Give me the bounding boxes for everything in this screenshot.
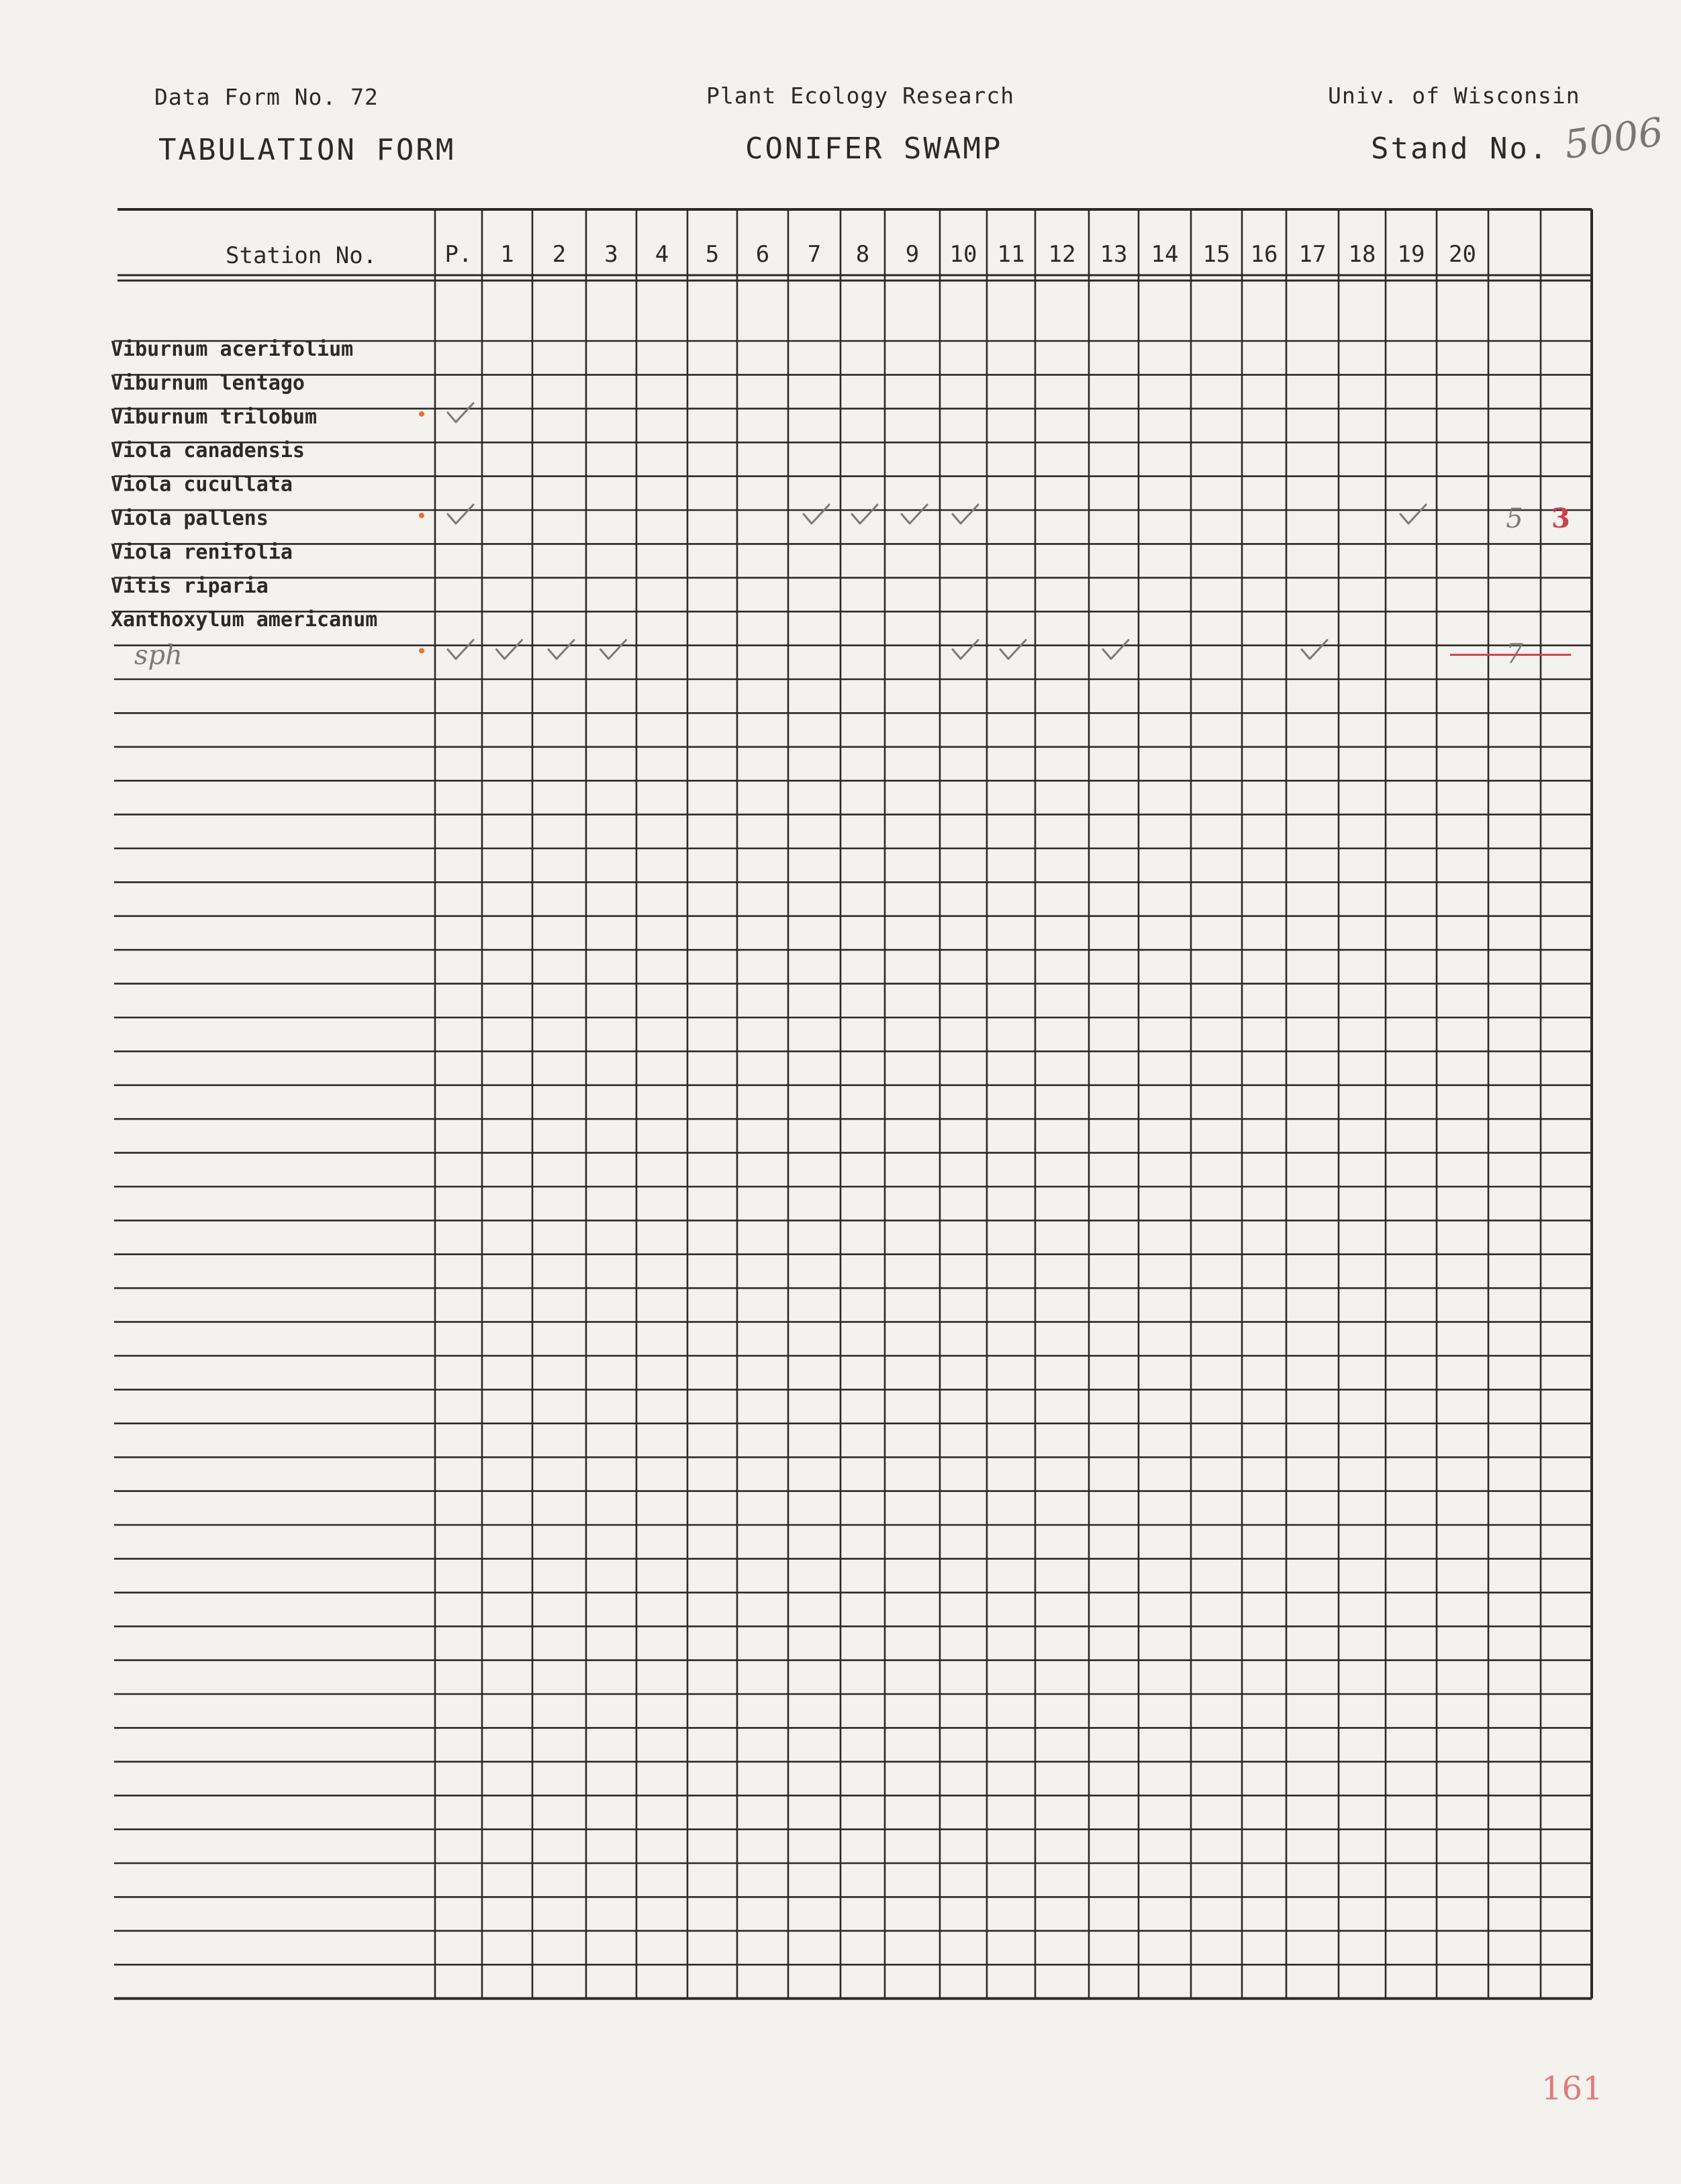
species-name: Viburnum trilobum xyxy=(111,405,318,429)
column-header: 16 xyxy=(1250,241,1278,268)
species-name: Viola cucullata xyxy=(111,473,293,497)
species-name: Viburnum lentago xyxy=(111,371,305,395)
column-header: 3 xyxy=(604,241,618,268)
check-mark xyxy=(852,505,877,524)
column-header: 15 xyxy=(1202,241,1231,268)
column-header: 12 xyxy=(1048,241,1076,268)
species-name: Vitis riparia xyxy=(111,574,269,598)
column-header: 13 xyxy=(1100,241,1128,268)
column-header: 5 xyxy=(705,241,720,268)
species-name: Viola renifolia xyxy=(111,540,293,564)
check-mark xyxy=(1000,640,1026,659)
check-mark xyxy=(804,505,829,524)
check-mark xyxy=(601,640,626,659)
column-header: 2 xyxy=(552,241,567,268)
row-total: 5 xyxy=(1506,503,1523,534)
check-mark xyxy=(953,640,978,659)
check-mark xyxy=(1400,505,1426,524)
station-no-label: Station No. xyxy=(226,242,377,269)
orange-dot xyxy=(419,513,424,518)
species-name: Viburnum acerifolium xyxy=(111,338,354,361)
column-header: 19 xyxy=(1397,241,1425,268)
handwritten-species: sph xyxy=(134,640,183,671)
red-total: 3 xyxy=(1551,503,1570,534)
species-name: Viola canadensis xyxy=(111,439,305,463)
column-header: 10 xyxy=(949,241,977,268)
form-number: Data Form No. 72 xyxy=(154,84,379,110)
organization: Plant Ecology Research xyxy=(706,83,1015,109)
column-header: P. xyxy=(444,241,473,268)
column-header: 17 xyxy=(1298,241,1327,268)
column-header: 6 xyxy=(755,241,770,268)
column-header: 11 xyxy=(997,241,1025,268)
check-mark xyxy=(1302,640,1327,659)
column-header: 20 xyxy=(1449,241,1476,268)
column-header: 9 xyxy=(905,241,920,268)
stand-number-value: 5006 xyxy=(1561,109,1666,168)
column-header: 18 xyxy=(1348,241,1376,268)
check-mark xyxy=(497,640,522,659)
check-mark xyxy=(1103,640,1128,659)
column-header: 4 xyxy=(655,241,669,268)
check-mark xyxy=(448,640,473,659)
species-name: Xanthoxylum americanum xyxy=(111,608,378,632)
check-mark xyxy=(953,505,978,524)
form-title: TABULATION FORM xyxy=(158,133,456,167)
university: Univ. of Wisconsin xyxy=(1328,83,1580,109)
species-name: Viola pallens xyxy=(111,507,269,530)
check-mark xyxy=(448,505,473,524)
page-number: 161 xyxy=(1541,2070,1603,2107)
column-header: 14 xyxy=(1151,241,1179,268)
stand-number-label: Stand No. xyxy=(1371,132,1549,166)
column-header: 7 xyxy=(807,241,822,268)
community-type: CONIFER SWAMP xyxy=(745,132,1003,166)
check-mark xyxy=(902,505,927,524)
column-header: 8 xyxy=(855,241,870,268)
check-mark xyxy=(448,403,473,422)
orange-dot xyxy=(419,648,424,654)
column-header: 1 xyxy=(500,241,514,268)
check-mark xyxy=(548,640,574,659)
row-total: 7 xyxy=(1506,638,1523,670)
orange-dot xyxy=(419,411,424,417)
